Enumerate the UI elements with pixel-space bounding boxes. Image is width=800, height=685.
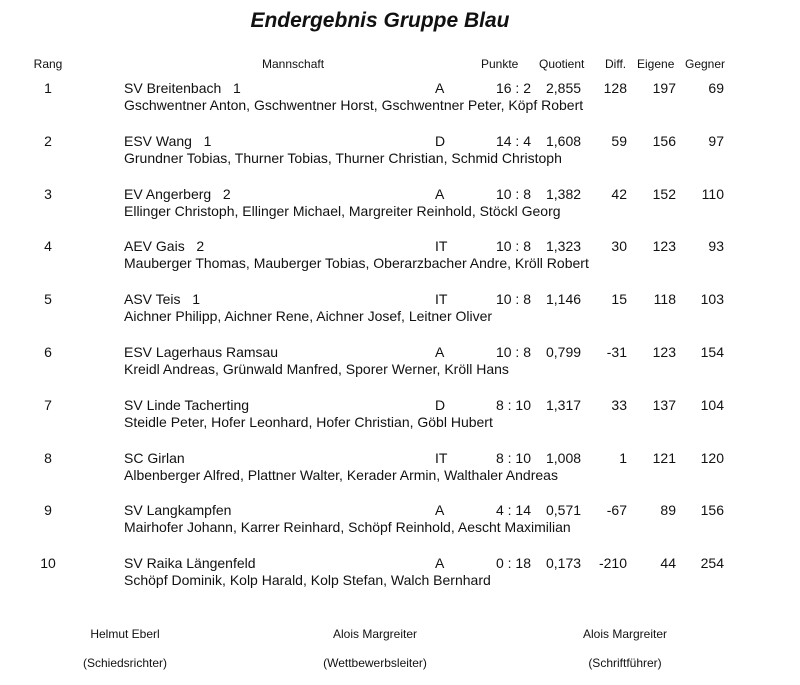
team-name: SC Girlan — [124, 450, 185, 466]
points-cell: 10 : 8 — [495, 291, 531, 307]
diff-cell: 30 — [611, 238, 627, 254]
diff-cell: 33 — [611, 397, 627, 413]
own-score-cell: 123 — [652, 344, 676, 360]
diff-cell: -31 — [606, 344, 627, 360]
players-list: Steidle Peter, Hofer Leonhard, Hofer Christian, Göbl Hubert — [124, 414, 493, 430]
header-mannschaft: Mannschaft — [262, 57, 325, 71]
country-code: IT — [435, 238, 448, 254]
players-list: Ellinger Christoph, Ellinger Michael, Margreiter Reinhold, Stöckl Georg — [124, 203, 561, 219]
own-score-cell: 121 — [652, 450, 676, 466]
points-cell: 10 : 8 — [495, 238, 531, 254]
rank-cell: 6 — [44, 344, 52, 360]
points-cell: 8 : 10 — [495, 450, 531, 466]
team-name: SV Langkampfen — [124, 502, 232, 518]
header-eigene: Eigene — [637, 57, 675, 71]
opp-score-cell: 154 — [700, 344, 724, 360]
diff-cell: 42 — [611, 186, 627, 202]
diff-cell: 15 — [611, 291, 627, 307]
points-cell: 10 : 8 — [495, 344, 531, 360]
rank-cell: 2 — [44, 133, 52, 149]
opp-score-cell: 104 — [700, 397, 724, 413]
own-score-cell: 118 — [653, 291, 676, 307]
players-list: Mairhofer Johann, Karrer Reinhard, Schöpf Reinhold, Aescht Maximilian — [124, 519, 571, 535]
opp-score-cell: 110 — [701, 186, 724, 202]
players-list: Albenberger Alfred, Plattner Walter, Kerader Armin, Walthaler Andreas — [124, 467, 558, 483]
signature-role: (Wettbewerbsleiter) — [323, 656, 427, 670]
team-name: ASV Teis 1 — [124, 291, 201, 307]
country-code: A — [435, 502, 445, 518]
own-score-cell: 89 — [660, 502, 676, 518]
header-quotient: Quotient — [539, 57, 585, 71]
rank-cell: 10 — [40, 555, 56, 571]
rank-cell: 4 — [44, 238, 52, 254]
own-score-cell: 44 — [660, 555, 676, 571]
header-rang: Rang — [33, 57, 63, 71]
own-score-cell: 197 — [652, 80, 676, 96]
signature-name: Helmut Eberl — [90, 627, 160, 641]
own-score-cell: 137 — [652, 397, 676, 413]
quotient-cell: 1,146 — [546, 291, 582, 307]
country-code: A — [435, 344, 445, 360]
rank-cell: 5 — [44, 291, 52, 307]
quotient-cell: 1,323 — [546, 238, 582, 254]
country-code: IT — [435, 291, 448, 307]
rank-cell: 3 — [44, 186, 52, 202]
opp-score-cell: 120 — [700, 450, 724, 466]
diff-cell: 59 — [611, 133, 627, 149]
opp-score-cell: 93 — [708, 238, 724, 254]
signature-name: Alois Margreiter — [332, 627, 418, 641]
diff-cell: 128 — [603, 80, 627, 96]
team-name: SV Breitenbach 1 — [124, 80, 241, 96]
quotient-cell: 0,799 — [546, 344, 582, 360]
country-code: D — [435, 397, 446, 413]
players-list: Kreidl Andreas, Grünwald Manfred, Sporer Werner, Kröll Hans — [124, 361, 509, 377]
players-list: Gschwentner Anton, Gschwentner Horst, Gschwentner Peter, Köpf Robert — [124, 97, 584, 113]
header-punkte: Punkte — [481, 57, 519, 71]
rank-cell: 9 — [44, 502, 52, 518]
rank-cell: 8 — [44, 450, 52, 466]
opp-score-cell: 103 — [700, 291, 724, 307]
team-name: ESV Lagerhaus Ramsau — [124, 344, 279, 360]
players-list: Mauberger Thomas, Mauberger Tobias, Oberarzbacher Andre, Kröll Robert — [124, 255, 589, 271]
header-diff: Diff. — [605, 57, 627, 71]
points-cell: 0 : 18 — [495, 555, 531, 571]
team-name: AEV Gais 2 — [124, 238, 205, 254]
country-code: A — [435, 80, 445, 96]
points-cell: 14 : 4 — [495, 133, 531, 149]
own-score-cell: 156 — [652, 133, 676, 149]
quotient-cell: 2,855 — [546, 80, 582, 96]
diff-cell: -67 — [606, 502, 627, 518]
opp-score-cell: 156 — [700, 502, 724, 518]
signature-name: Alois Margreiter — [582, 627, 668, 641]
rank-cell: 7 — [44, 397, 52, 413]
rank-cell: 1 — [44, 80, 52, 96]
quotient-cell: 1,382 — [546, 186, 582, 202]
page-title: Endergebnis Gruppe Blau — [250, 9, 510, 32]
players-list: Schöpf Dominik, Kolp Harald, Kolp Stefan, Walch Bernhard — [124, 572, 491, 588]
signature-role: (Schiedsrichter) — [82, 656, 168, 670]
team-name: SV Raika Längenfeld — [124, 555, 256, 571]
quotient-cell: 1,317 — [546, 397, 582, 413]
opp-score-cell: 97 — [708, 133, 724, 149]
team-name: ESV Wang 1 — [124, 133, 212, 149]
players-list: Aichner Philipp, Aichner Rene, Aichner Josef, Leitner Oliver — [124, 308, 493, 324]
quotient-cell: 1,608 — [546, 133, 582, 149]
points-cell: 4 : 14 — [495, 502, 531, 518]
diff-cell: -210 — [598, 555, 627, 571]
country-code: A — [435, 186, 445, 202]
team-name: SV Linde Tacherting — [124, 397, 250, 413]
opp-score-cell: 254 — [700, 555, 724, 571]
points-cell: 10 : 8 — [495, 186, 531, 202]
header-gegner: Gegner — [685, 57, 726, 71]
diff-cell: 1 — [619, 450, 627, 466]
country-code: IT — [435, 450, 448, 466]
own-score-cell: 123 — [652, 238, 676, 254]
quotient-cell: 0,173 — [546, 555, 582, 571]
own-score-cell: 152 — [652, 186, 676, 202]
quotient-cell: 1,008 — [546, 450, 582, 466]
points-cell: 16 : 2 — [495, 80, 531, 96]
opp-score-cell: 69 — [708, 80, 724, 96]
players-list: Grundner Tobias, Thurner Tobias, Thurner Christian, Schmid Christoph — [124, 150, 562, 166]
signature-role: (Schriftführer) — [588, 656, 662, 670]
points-cell: 8 : 10 — [495, 397, 531, 413]
quotient-cell: 0,571 — [546, 502, 582, 518]
country-code: D — [435, 133, 446, 149]
team-name: EV Angerberg 2 — [124, 186, 231, 202]
country-code: A — [435, 555, 445, 571]
